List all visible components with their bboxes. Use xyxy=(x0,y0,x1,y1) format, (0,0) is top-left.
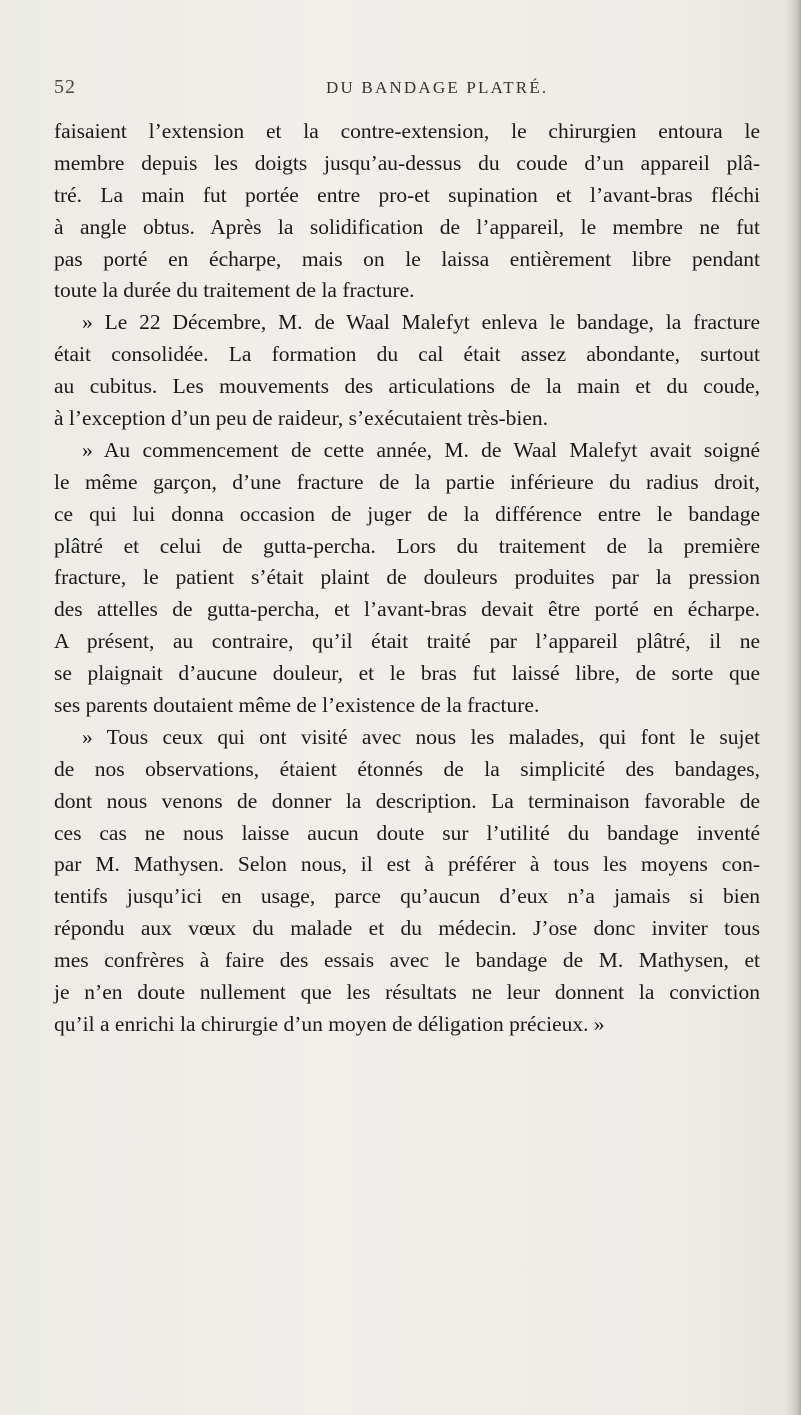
text-line: au cubitus. Les mouvements des articulations de la main et du coude, xyxy=(54,374,760,399)
text-line: le même garçon, d’une fracture de la partie inférieure du radius droit, xyxy=(54,469,760,494)
text-line: de nos observations, étaient étonnés de la simplicité des bandages, xyxy=(54,756,760,781)
page-edge-shadow xyxy=(785,0,801,1415)
running-head xyxy=(54,76,754,102)
text-line: membre depuis les doigts jusqu’au-dessus du coude d’un appareil plâ- xyxy=(54,150,760,175)
text-line: plâtré et celui de gutta-percha. Lors du traitement de la première xyxy=(54,533,760,558)
text-line: dont nous venons de donner la description. La terminaison favorable de xyxy=(54,788,760,813)
text-line: fracture, le patient s’était plaint de douleurs produites par la pression xyxy=(54,565,760,590)
body-text xyxy=(54,116,760,1041)
text-line: » Le 22 Décembre, M. de Waal Malefyt enleva le bandage, la fracture xyxy=(82,310,760,335)
text-line: tré. La main fut portée entre pro-et supination et l’avant-bras fléchi xyxy=(54,182,760,207)
text-line: répondu aux vœux du malade et du médecin. J’ose donc inviter tous xyxy=(54,916,760,941)
text-line: » Tous ceux qui ont visité avec nous les malades, qui font le sujet xyxy=(82,724,760,749)
text-line: ce qui lui donna occasion de juger de la différence entre le bandage xyxy=(54,501,760,526)
text-line: mes confrères à faire des essais avec le bandage de M. Mathysen, et xyxy=(54,948,760,973)
text-line: tentifs jusqu’ici en usage, parce qu’aucun d’eux n’a jamais si bien xyxy=(54,884,760,909)
text-line: A présent, au contraire, qu’il était traité par l’appareil plâtré, il ne xyxy=(54,629,760,654)
text-line: à l’exception d’un peu de raideur, s’exécutaient très-bien. xyxy=(54,406,549,431)
text-line: des attelles de gutta-percha, et l’avant-bras devait être porté en écharpe. xyxy=(54,597,760,622)
text-line: pas porté en écharpe, mais on le laissa entièrement libre pendant xyxy=(54,246,760,271)
text-line: à angle obtus. Après la solidification de l’appareil, le membre ne fut xyxy=(54,214,760,239)
text-line: » Au commencement de cette année, M. de Waal Malefyt avait soigné xyxy=(82,437,760,462)
text-line: toute la durée du traitement de la fracture. xyxy=(54,278,415,303)
running-title: DU BANDAGE PLATRÉ. xyxy=(326,78,549,97)
text-line: qu’il a enrichi la chirurgie d’un moyen de déligation précieux. » xyxy=(54,1011,605,1036)
text-line: ces cas ne nous laisse aucun doute sur l’utilité du bandage inventé xyxy=(54,820,760,845)
text-line: faisaient l’extension et la contre-extension, le chirurgien entoura le xyxy=(54,119,760,143)
text-line: par M. Mathysen. Selon nous, il est à préférer à tous les moyens con- xyxy=(54,852,760,877)
page-number: 52 xyxy=(54,76,76,98)
text-line: était consolidée. La formation du cal était assez abondante, surtout xyxy=(54,342,760,367)
text-line: je n’en doute nullement que les résultats ne leur donnent la conviction xyxy=(54,980,760,1005)
text-line: se plaignait d’aucune douleur, et le bras fut laissé libre, de sorte que xyxy=(54,661,760,686)
text-line: ses parents doutaient même de l’existence de la fracture. xyxy=(54,693,540,718)
